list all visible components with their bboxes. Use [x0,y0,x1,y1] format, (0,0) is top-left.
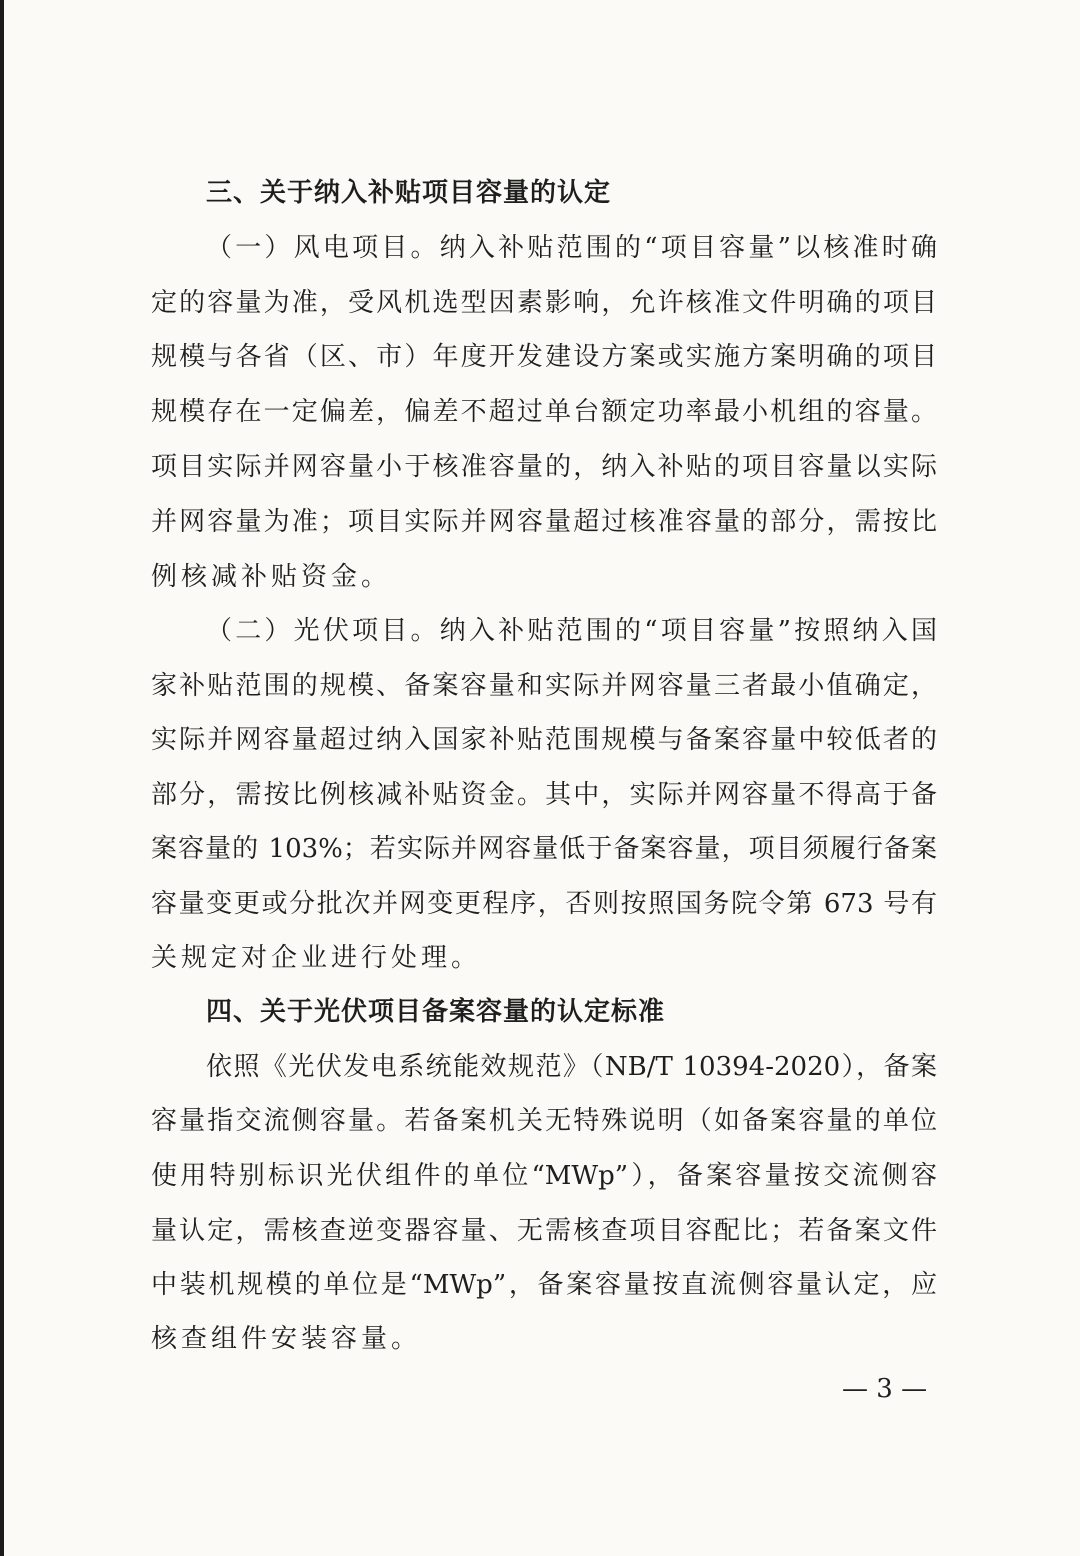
section-3-para-2-line: 实际并网容量超过纳入国家补贴范围规模与备案容量中较低者的 [151,725,937,755]
section-3-para-1-line: 项目实际并网容量小于核准容量的，纳入补贴的项目容量以实际 [151,452,937,482]
section-4-heading: 四、关于光伏项目备案容量的认定标准 [206,997,666,1027]
section-3-para-2-line: 家补贴范围的规模、备案容量和实际并网容量三者最小值确定， [151,671,937,701]
section-4-para-1-line: 依照《光伏发电系统能效规范》（NB/T 10394-2020），备案 [206,1052,937,1082]
section-4-para-1-line: 核查组件安装容量。 [151,1324,422,1354]
page-number: — 3 — [842,1374,928,1404]
section-3-para-1-line: 规模存在一定偏差，偏差不超过单台额定功率最小机组的容量。 [151,397,937,427]
section-4-para-1-line: 使用特别标识光伏组件的单位“MWp”），备案容量按交流侧容 [151,1161,937,1191]
section-3-para-2-line: 部分，需按比例核减补贴资金。其中，实际并网容量不得高于备 [151,780,937,810]
section-4-para-1-line: 量认定，需核查逆变器容量、无需核查项目容配比；若备案文件 [151,1216,937,1246]
section-3-para-1-line: 例核减补贴资金。 [151,562,392,592]
section-4-para-1-line: 容量指交流侧容量。若备案机关无特殊说明（如备案容量的单位 [151,1106,937,1136]
section-3-para-1-line: 规模与各省（区、市）年度开发建设方案或实施方案明确的项目 [151,342,937,372]
section-4-para-1-line: 中装机规模的单位是“MWp”，备案容量按直流侧容量认定，应 [151,1270,937,1300]
section-3-para-1-line: 定的容量为准，受风机选型因素影响，允许核准文件明确的项目 [151,288,937,318]
section-3-para-2-line: （二）光伏项目。纳入补贴范围的“项目容量”按照纳入国 [206,616,937,646]
section-3-para-1-line: 并网容量为准；项目实际并网容量超过核准容量的部分，需按比 [151,507,937,537]
section-3-para-2-line: 关规定对企业进行处理。 [151,943,482,973]
section-3-para-1-line: （一）风电项目。纳入补贴范围的“项目容量”以核准时确 [206,233,937,263]
section-3-para-2-line: 案容量的 103%；若实际并网容量低于备案容量，项目须履行备案 [151,834,937,864]
section-3-para-2-line: 容量变更或分批次并网变更程序，否则按照国务院令第 673 号有 [151,889,937,919]
section-3-heading: 三、关于纳入补贴项目容量的认定 [206,178,612,208]
